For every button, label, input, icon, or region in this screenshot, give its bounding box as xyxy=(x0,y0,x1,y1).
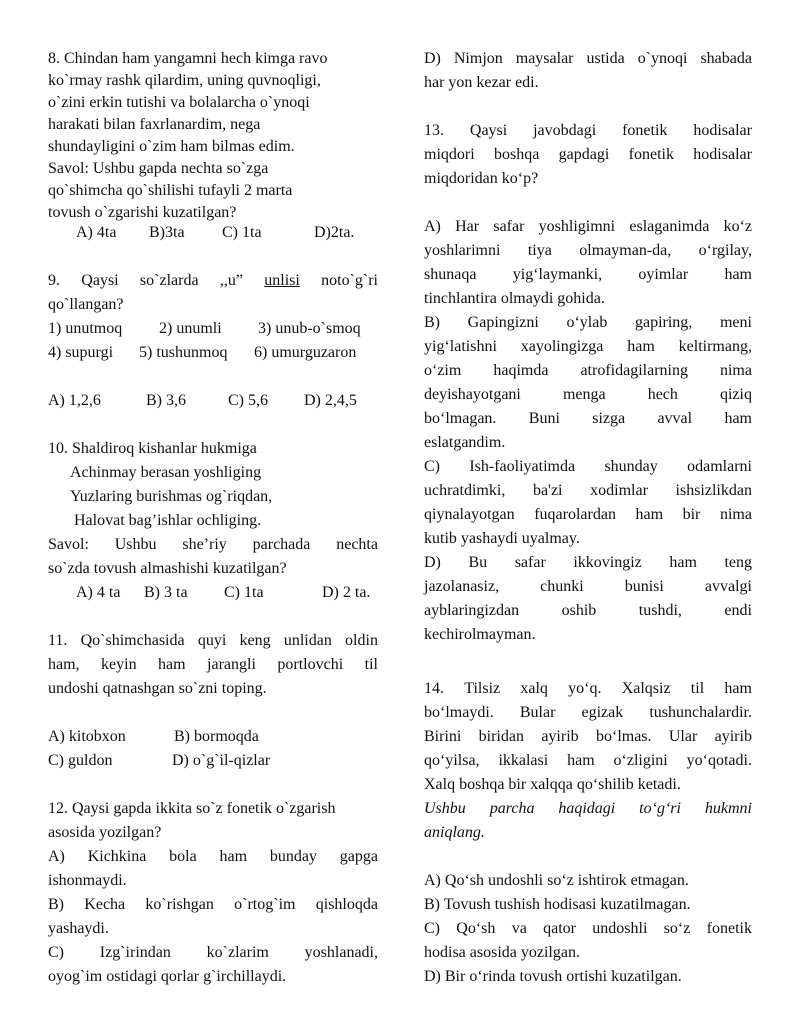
q13-word: ayblaringizdan xyxy=(424,602,520,619)
q9-item: 5) tushunmoq xyxy=(139,344,228,361)
q13-word: fonetik xyxy=(628,146,674,163)
q13-word: olmayman-da, xyxy=(579,242,672,259)
q11-option-c[interactable]: C) guldon xyxy=(48,752,113,769)
q14-word: tushunchalardir. xyxy=(649,704,752,721)
q11-option-b[interactable]: B) bormoqda xyxy=(174,728,259,745)
q14-word: qo‘yilsa, xyxy=(424,752,480,769)
q14-line xyxy=(424,727,752,747)
q13-word: bo‘lmagan. xyxy=(424,410,497,427)
q14-word: qator xyxy=(543,920,576,937)
q12-word: ustida xyxy=(586,50,625,67)
q12-word: D) xyxy=(424,50,441,67)
q14-word: ikkalasi xyxy=(498,752,549,769)
q13-word: menga xyxy=(562,386,606,403)
q9-word: Qaysi xyxy=(81,272,119,289)
q13-option-b-line xyxy=(424,337,752,357)
q14-word: bo‘lmas. xyxy=(595,728,652,745)
q14-question-line xyxy=(424,799,752,819)
q8-line: tovush o`zgarishi kuzatilgan? xyxy=(48,204,237,221)
q11-option-d[interactable]: D) o`g`il-qizlar xyxy=(172,752,271,769)
q12-word: o`ynoqi xyxy=(637,50,688,67)
q14-word: haqidagi xyxy=(558,800,616,817)
q14-line: Xalq boshqa bir xalqqa qo‘shilib ketadi. xyxy=(424,776,681,793)
q13-option-b-line xyxy=(424,409,752,429)
q13-word: gapdagi xyxy=(558,146,610,163)
q10-question-line: so`zda tovush almashishi kuzatilgan? xyxy=(48,560,287,577)
q14-word: Birini xyxy=(424,728,462,745)
q10-poem-line: Halovat bag’ishlar ochliging. xyxy=(74,512,262,529)
q14-word: til xyxy=(690,680,705,697)
q11-option-a[interactable]: A) kitobxon xyxy=(48,728,126,745)
q14-line xyxy=(424,751,752,771)
q14-word: so‘z xyxy=(663,920,691,937)
q13-word: hech xyxy=(647,386,678,403)
q13-word: avval xyxy=(657,410,693,427)
q14-line xyxy=(424,703,752,723)
q13-word: B) xyxy=(424,314,440,331)
q12-word: ko`zlarim xyxy=(206,944,269,961)
q14-word: Qo‘sh xyxy=(456,920,496,937)
q13-word: meni xyxy=(719,314,752,331)
q11-word: oldin xyxy=(345,632,378,649)
q13-word: Qaysi xyxy=(469,122,508,139)
q10-option-a[interactable]: A) 4 ta xyxy=(76,584,121,601)
q9-item: 2) unumli xyxy=(159,320,222,337)
q13-word: deyishayotgani xyxy=(424,386,521,403)
q13-option-c-line xyxy=(424,505,752,525)
q12-option-d-line[interactable] xyxy=(424,49,752,69)
q11-word: til xyxy=(364,656,378,673)
q13-word: ham xyxy=(627,338,655,355)
q8-line: Savol: Ushbu gapda nechta so`zga xyxy=(48,160,269,177)
q9-word: noto`g`ri xyxy=(321,272,378,289)
q13-word: ham xyxy=(669,554,697,571)
q12-option-a-line: ishonmaydi. xyxy=(48,872,127,889)
q13-word: ikkovingiz xyxy=(573,554,642,571)
q13-option-a-line[interactable] xyxy=(424,217,752,237)
q13-word: teng xyxy=(724,554,752,571)
q14-word: Ular xyxy=(668,728,698,745)
q13-word: D) xyxy=(424,554,441,571)
q14-word: hukmni xyxy=(704,800,752,817)
q14-word: yo‘qotadi. xyxy=(686,752,752,769)
q8-line: o`zini erkin tutishi va bolalarcha o`ynoqi xyxy=(48,94,310,111)
q13-word: gapiring, xyxy=(634,314,693,331)
q13-word: fuqarolardan xyxy=(534,506,616,523)
q13-option-c-line xyxy=(424,481,752,501)
q9-word: so`zlarda xyxy=(139,272,199,289)
q11-word: Qo`shimchasida xyxy=(80,632,185,649)
q14-word: va xyxy=(511,920,527,937)
q13-option-b-line: eslatgandim. xyxy=(424,434,506,451)
q13-word: o‘rgilay, xyxy=(698,242,752,259)
q9-line: qo`llangan? xyxy=(48,296,124,313)
q13-word: safar xyxy=(493,218,525,235)
q13-line xyxy=(424,145,752,165)
q13-word: oshib xyxy=(561,602,597,619)
q12-word: A) xyxy=(48,848,65,865)
q13-word: oyimlar xyxy=(638,266,689,283)
q13-word: miqdori xyxy=(424,146,475,163)
q13-word: Ish-faoliyatimda xyxy=(469,458,576,475)
q12-word: bola xyxy=(169,848,197,865)
q12-word: ham xyxy=(219,848,248,865)
q12-word: maysalar xyxy=(515,50,574,67)
q14-option-d[interactable]: D) Bir o‘rinda tovush ortishi kuzatilgan. xyxy=(424,968,682,985)
q11-word: ham xyxy=(158,656,186,673)
q9-option-b[interactable]: B) 3,6 xyxy=(146,392,186,409)
q12-option-b-line[interactable] xyxy=(48,895,378,915)
q13-word: yig‘latishni xyxy=(424,338,497,355)
q13-option-c-line[interactable] xyxy=(424,457,752,477)
q12-word: C) xyxy=(48,944,64,961)
q12-option-b-line: yashaydi. xyxy=(48,920,109,937)
q13-word: ham xyxy=(724,410,752,427)
q13-option-a-line xyxy=(424,265,752,285)
q12-word: Kecha xyxy=(84,896,126,913)
q13-option-b-line[interactable] xyxy=(424,313,752,333)
q13-word: Har xyxy=(455,218,480,235)
q13-word: hodisalar xyxy=(693,122,752,139)
q13-word: qiynalayotgan xyxy=(424,506,515,523)
q13-line: miqdoridan ko‘p? xyxy=(424,170,539,187)
q13-word: Gapingizni xyxy=(467,314,539,331)
q12-word: gapga xyxy=(339,848,378,865)
q13-word: 13. xyxy=(424,122,444,139)
q13-word: Bu xyxy=(468,554,488,571)
q9-option-c[interactable]: C) 5,6 xyxy=(228,392,268,409)
q13-word: ishsizlikdan xyxy=(675,482,752,499)
q13-word: nima xyxy=(719,362,752,379)
q14-word: ham xyxy=(724,680,752,697)
q12-word: ko`rishgan xyxy=(145,896,214,913)
q14-option-b[interactable]: B) Tovush tushish hodisasi kuzatilmagan. xyxy=(424,896,691,913)
q9-line xyxy=(48,271,378,291)
q14-option-c[interactable] xyxy=(424,919,752,939)
q13-word: uchratdimki, xyxy=(424,482,506,499)
q14-line xyxy=(424,679,752,699)
q8-line: harakati bilan faxrlanardim, nega xyxy=(48,116,261,133)
q11-word: quyi xyxy=(197,632,227,649)
q11-word: unlidan xyxy=(283,632,332,649)
q13-word: bunisi xyxy=(624,578,664,595)
q11-line: undoshi qatnashgan so`zni toping. xyxy=(48,680,267,697)
q14-word: ham xyxy=(567,752,595,769)
q14-word: ayirib xyxy=(541,728,579,745)
q13-option-c-line: kutib yashaydi uyalmay. xyxy=(424,530,580,547)
q13-word: shunaqa xyxy=(424,266,477,283)
q13-word: yoshlarimni xyxy=(424,242,501,259)
q11-line xyxy=(48,655,378,675)
q13-word: xodimlar xyxy=(590,482,648,499)
q14-word: Ushbu xyxy=(424,800,466,817)
q13-word: nima xyxy=(719,506,752,523)
q14-word: parcha xyxy=(489,800,535,817)
q14-word: 14. xyxy=(424,680,444,697)
q13-word: ham xyxy=(724,266,752,283)
q12-word: Kichkina xyxy=(87,848,147,865)
q11-word: jarangli xyxy=(207,656,256,673)
q8-line: ko`rmay rashk qilardim, uning quvnoqligi, xyxy=(48,72,321,89)
q12-option-c-line[interactable] xyxy=(48,943,378,963)
q8-option-b[interactable]: B)3ta xyxy=(149,224,185,241)
q13-word: haqimda xyxy=(493,362,549,379)
q13-word: jazolanasiz, xyxy=(424,578,500,595)
q13-word: tushdi, xyxy=(638,602,682,619)
q12-word: Izg`irindan xyxy=(99,944,171,961)
q13-option-d-line xyxy=(424,601,752,621)
q13-word: avvalgi xyxy=(704,578,752,595)
q13-option-a-line xyxy=(424,241,752,261)
q11-word: portlovchi xyxy=(277,656,344,673)
q9-item: 4) supurgi xyxy=(48,344,114,361)
q11-word: ham, xyxy=(48,656,80,673)
q9-item: 6) umurguzaron xyxy=(254,344,357,361)
q9-item: 1) unutmoq xyxy=(48,320,123,337)
q13-word: chunki xyxy=(540,578,584,595)
q13-word: shunday xyxy=(604,458,658,475)
q10-question-line xyxy=(48,535,378,555)
q13-word: A) xyxy=(424,218,441,235)
q14-word: C) xyxy=(424,920,440,937)
q13-word: endi xyxy=(724,602,752,619)
q13-word: hodisalar xyxy=(693,146,752,163)
q13-word: boshqa xyxy=(494,146,540,163)
q13-word: safar xyxy=(514,554,546,571)
q13-line xyxy=(424,121,752,141)
q13-word: tiya xyxy=(527,242,552,259)
q13-word: o‘zim xyxy=(424,362,462,379)
q12-word: o`rtog`im xyxy=(234,896,296,913)
q14-option-a[interactable]: A) Qo‘sh undoshli so‘z ishtirok etmagan. xyxy=(424,872,689,889)
q13-word: bir xyxy=(682,506,701,523)
q11-line xyxy=(48,631,378,651)
q12-option-d-line: har yon kezar edi. xyxy=(424,74,539,91)
q14-option-c-line: hodisa asosida yozilgan. xyxy=(424,944,580,961)
q13-word: eslaganimda xyxy=(629,218,710,235)
q13-word: Buni xyxy=(528,410,560,427)
q13-word: yoshligimni xyxy=(538,218,616,235)
q12-line: asosida yozilgan? xyxy=(48,824,162,841)
q14-word: biridan xyxy=(478,728,524,745)
q14-word: undoshli xyxy=(592,920,648,937)
q14-word: xalq xyxy=(520,680,548,697)
q10-title: 10. Shaldiroq kishanlar hukmiga xyxy=(48,440,257,457)
q10-word: she’riy xyxy=(182,536,227,553)
q9-word: ,,u” xyxy=(219,272,243,289)
q13-option-d-line: kechirolmayman. xyxy=(424,626,536,643)
q14-word: ayirib xyxy=(714,728,752,745)
q13-word: ba'zi xyxy=(532,482,563,499)
q9-option-a[interactable]: A) 1,2,6 xyxy=(48,392,101,409)
q9-option-d[interactable]: D) 2,4,5 xyxy=(304,392,357,409)
q10-word: Savol: xyxy=(48,536,89,553)
q10-option-b[interactable]: B) 3 ta xyxy=(144,584,188,601)
q10-option-d[interactable]: D) 2 ta. xyxy=(322,584,371,601)
q13-word: xayolingizga xyxy=(520,338,604,355)
q13-word: keltirmang, xyxy=(678,338,752,355)
q13-word: o‘ylab xyxy=(566,314,608,331)
q14-word: yo‘q. xyxy=(568,680,602,697)
q13-word: odamlarni xyxy=(687,458,752,475)
q13-word: atrofidagilarning xyxy=(580,362,688,379)
q13-option-a-line: tinchlantira olmaydi gohida. xyxy=(424,290,605,307)
q11-word: 11. xyxy=(48,632,68,649)
q8-option-d[interactable]: D)2ta. xyxy=(314,224,355,241)
q12-word: qishloqda xyxy=(315,896,378,913)
q12-line: 12. Qaysi gapda ikkita so`z fonetik o`zgarish xyxy=(48,800,336,817)
q13-option-d-line[interactable] xyxy=(424,553,752,573)
q14-word: Tilsiz xyxy=(464,680,501,697)
q13-word: sizga xyxy=(592,410,626,427)
q10-word: parchada xyxy=(252,536,311,553)
q10-poem-line: Achinmay berasan yoshliging xyxy=(70,464,262,481)
q13-word: ko‘z xyxy=(723,218,752,235)
q13-word: ham xyxy=(635,506,664,523)
q9-word: 9. xyxy=(48,272,60,289)
q13-word: javobdagi xyxy=(533,122,597,139)
q14-word: Bular xyxy=(519,704,556,721)
q11-word: keyin xyxy=(101,656,137,673)
q13-word: qiziq xyxy=(719,386,752,403)
q8-option-c[interactable]: C) 1ta xyxy=(222,224,262,241)
q12-option-a-line[interactable] xyxy=(48,847,378,867)
q12-option-c-line: oyog`im ostidagi qorlar g`irchillaydi. xyxy=(48,968,287,985)
q10-poem-line: Yuzlaring burishmas og`riqdan, xyxy=(70,488,273,505)
q8-option-a[interactable]: A) 4ta xyxy=(76,224,117,241)
q12-word: bunday xyxy=(269,848,317,865)
q10-word: nechta xyxy=(336,536,378,553)
q14-word: Xalqsiz xyxy=(621,680,671,697)
q11-word: keng xyxy=(239,632,271,649)
q13-word: yig‘laymanki, xyxy=(512,266,603,283)
q13-word: fonetik xyxy=(622,122,668,139)
q10-word: Ushbu xyxy=(114,536,157,553)
q13-option-b-line xyxy=(424,385,752,405)
q14-word: to‘g‘ri xyxy=(639,800,681,817)
q14-word: egizak xyxy=(581,704,624,721)
q13-option-b-line xyxy=(424,361,752,381)
q12-word: Nimjon xyxy=(453,50,503,67)
q12-word: yoshlanadi, xyxy=(304,944,378,961)
q13-option-d-line xyxy=(424,577,752,597)
q14-question-line: aniqlang. xyxy=(424,824,485,841)
q13-word: C) xyxy=(424,458,440,475)
q8-line: qo`shimcha qo`shilishi tufayli 2 marta xyxy=(48,182,293,199)
q9-item: 3) unub-o`smoq xyxy=(258,320,361,337)
q14-word: bo‘lmaydi. xyxy=(424,704,494,721)
q14-word: fonetik xyxy=(706,920,752,937)
q8-line: 8. Chindan ham yangamni hech kimga ravo xyxy=(48,50,328,67)
q12-word: B) xyxy=(48,896,64,913)
q12-word: shabada xyxy=(700,50,752,67)
q14-word: o‘zligini xyxy=(613,752,668,769)
q10-option-c[interactable]: C) 1ta xyxy=(224,584,264,601)
q8-line: shundayligini o`zim ham bilmas edim. xyxy=(48,138,295,155)
q9-word-underlined: unlisi xyxy=(264,272,300,289)
